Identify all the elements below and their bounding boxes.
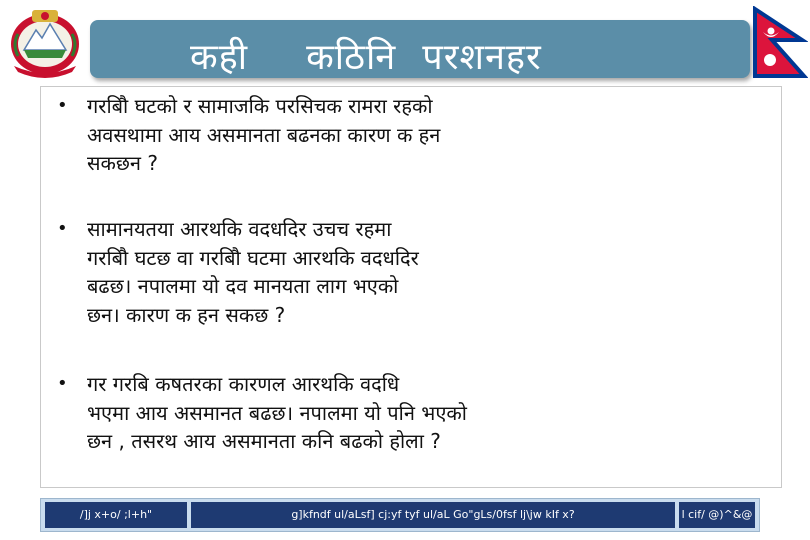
bullet-line: सामानयतया आरथकि वदधदिर उचच रहमा [87,217,392,241]
bullet-line: अवसथामा आय असमानता बढनका कारण क हन [87,122,441,147]
title-word-3: परशनहर [422,37,542,78]
bullet-line: गरबिौ घटको र सामाजकि परसिचक रामरा रहको [87,94,433,118]
title-word-2: कठिनि [306,37,397,78]
title-word-1: कही [190,37,249,78]
bullet-marker: • [57,95,68,116]
bullet-line: बढछ। नपालमा यो दव मानयता लाग भएको [87,274,399,298]
footer-author: /]j x+o/ ;l+h" [45,502,187,528]
bullet-line: छन। कारण क हन सकछ ? [87,302,286,327]
bullet-marker: • [57,218,68,239]
bullet-line: सकछन ? [87,151,158,175]
bullet-point-1 [57,92,757,178]
bullet-line: गर गरबि कषतरका कारणल आरथकि वदधि [87,372,400,396]
content-panel [40,86,782,488]
footer-presentation-title: g]kfndf ul/aLsf] cj:yf tyf ul/aL Go"gLs/0fsf lj\jw kIf x? [191,502,675,528]
footer-slide-number: l cif/ @)^&@ [679,502,755,528]
bullet-line: भएमा आय असमानत बढछ। नपालमा यो पनि भएको [87,400,467,425]
bullet-line: गरबिौ घटछ वा गरबिौ घटमा आरथकि वदधदिर [87,245,419,270]
footer-bar [40,498,760,532]
title-banner [90,20,750,78]
nepal-flag-icon [752,6,808,80]
bullet-line: छन , तसरथ आय असमानता कनि बढको होला ? [87,429,441,453]
bullet-point-2 [57,215,757,329]
government-emblem-icon [4,4,86,78]
bullet-point-3 [57,370,757,456]
bullet-marker: • [57,373,68,394]
page-title [190,38,542,78]
